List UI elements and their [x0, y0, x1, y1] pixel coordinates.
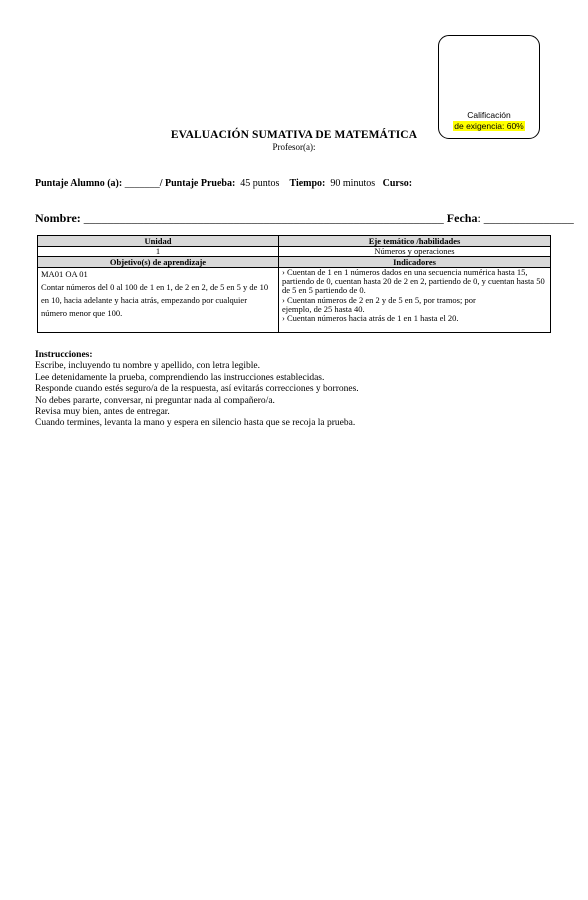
instruction-item: [35, 418, 359, 429]
eje-header: Eje temático /habilidades: [279, 236, 551, 247]
objetivo-cell: [38, 268, 279, 333]
instructions: [35, 350, 359, 430]
instruction-item: No debes pararte, conversar, ni preguntar nada al compañero/a.: [35, 395, 275, 406]
fecha-field[interactable]: : _______________: [477, 211, 574, 225]
prueba-score-label: / Puntaje Prueba:: [159, 178, 236, 189]
instruction-text: Cuando termines, levanta la mano y espera en silencio hasta que se recoja la prueba.: [35, 418, 356, 429]
profesor-label: Profesor(a):: [272, 142, 316, 152]
objetivo-code: MA01 OA 01: [41, 269, 88, 279]
instruction-item: Responde cuando estés seguro/a de la respuesta, así evitarás correcciones y borrones.: [35, 384, 359, 395]
prueba-score-value: 45 puntos: [240, 178, 280, 189]
unidad-header: Unidad: [38, 236, 279, 247]
instructions-heading: Instrucciones:: [35, 350, 93, 360]
instruction-item: Escribe, incluyendo tu nombre y apellido, con letra legible.: [35, 361, 261, 372]
grade-box: [438, 35, 540, 139]
objetivo-header: Objetivo(s) de aprendizaje: [38, 257, 279, 268]
indicadores-cell: [279, 268, 551, 333]
name-line: [35, 211, 574, 226]
info-table: [37, 235, 551, 333]
indicador-item: › Cuentan números hacia atrás de 1 en 1 hasta el 20.: [282, 313, 459, 324]
grade-requirement: de exigencia: 60%: [454, 121, 524, 131]
unidad-value: 1: [38, 247, 279, 257]
indicador-item: › Cuentan de 1 en 1 números dados en una secuencia numérica hasta 15, partiendo de 0, cuentan hasta 20 de 2 en 2, partiendo de 0, y cuentan hasta 50 de 5 en 5 partiendo de 0.: [282, 267, 545, 296]
table-header-row: [38, 257, 551, 268]
fecha-label: Fecha: [446, 211, 478, 225]
grade-label: Calificación: [467, 110, 511, 120]
tiempo-value: 90 minutos: [330, 178, 376, 189]
objetivo-text: Contar números del 0 al 100 de 1 en 1, de 2 en 2, de 5 en 5 y de 10 en 10, hacia adelante y hacia atrás, empezando por cualquier número menor que 100.: [41, 282, 269, 318]
indicador-item: › Cuentan números de 2 en 2 y de 5 en 5, por tramos; por: [282, 294, 476, 305]
nombre-field[interactable]: ____________________________________________________________: [83, 211, 444, 225]
curso-label: Curso:: [382, 178, 413, 189]
alumno-score-label: Puntaje Alumno (a):: [35, 178, 123, 189]
table-row: [38, 268, 551, 333]
table-header-row: [38, 236, 551, 247]
instruction-item: Revisa muy bien, antes de entregar.: [35, 407, 170, 418]
eje-value: Números y operaciones: [279, 247, 551, 257]
nombre-label: Nombre:: [35, 211, 81, 225]
score-line: [35, 178, 412, 189]
table-row: [38, 247, 551, 257]
instruction-item: Lee detenidamente la prueba, comprendiendo las instrucciones establecidas.: [35, 372, 325, 383]
page-title: EVALUACIÓN SUMATIVA DE MATEMÁTICA: [170, 129, 418, 141]
indicador-item: ejemplo, de 25 hasta 40.: [282, 303, 365, 314]
alumno-score-blank[interactable]: _______: [124, 178, 160, 189]
indicadores-header: Indicadores: [279, 257, 551, 268]
tiempo-label: Tiempo:: [289, 178, 326, 189]
